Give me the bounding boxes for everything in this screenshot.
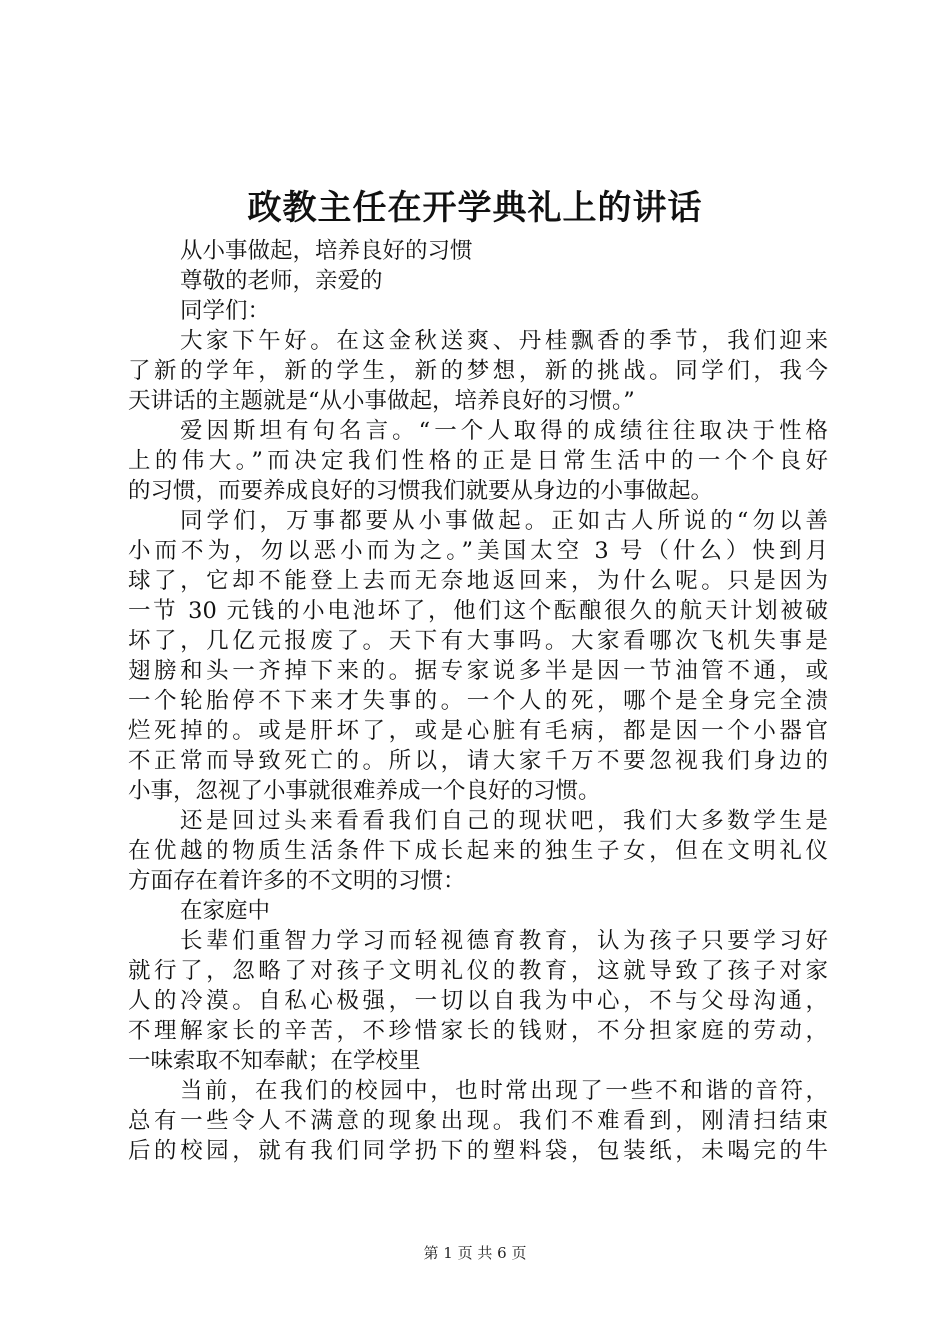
text-line: 一味索取不知奉献；在学校里: [128, 1048, 421, 1074]
text-line: 不理解家长的辛苦，不珍惜家长的钱财，不分担家庭的劳动，: [128, 1018, 828, 1044]
text-line: 天讲话的主题就是“从小事做起，培养良好的习惯。”: [128, 388, 635, 414]
text-line: 尊敬的老师，亲爱的: [180, 268, 383, 294]
text-line: 人的冷漠。自私心极强，一切以自我为中心，不与父母沟通，: [128, 988, 828, 1014]
text-line: 上的伟大。”而决定我们性格的正是日常生活中的一个个良好: [128, 448, 828, 474]
text-line: 从小事做起，培养良好的习惯: [180, 238, 473, 264]
text-line: 了新的学年，新的学生，新的梦想，新的挑战。同学们，我今: [128, 358, 828, 384]
document-title: 政教主任在开学典礼上的讲话: [247, 188, 703, 228]
text-line: 同学们，万事都要从小事做起。正如古人所说的“勿以善: [180, 508, 828, 534]
text-line: 小事，忽视了小事就很难养成一个良好的习惯。: [128, 778, 601, 804]
text-line: 小而不为，勿以恶小而为之。”美国太空 3 号（什么）快到月: [128, 538, 828, 564]
text-line: 方面存在着许多的不文明的习惯：: [128, 868, 466, 894]
text-line: 在家庭中: [180, 898, 271, 924]
document-body: [128, 236, 828, 1166]
text-line: 当前，在我们的校园中，也时常出现了一些不和谐的音符，: [180, 1078, 828, 1104]
text-line: 爱因斯坦有句名言。“一个人取得的成绩往往取决于性格: [180, 418, 828, 444]
text-line: 同学们：: [180, 298, 271, 324]
text-line: 后的校园，就有我们同学扔下的塑料袋，包装纸，未喝完的牛: [128, 1138, 828, 1164]
text-line: 烂死掉的。或是肝坏了，或是心脏有毛病，都是因一个小器官: [128, 718, 828, 744]
text-line: 一个轮胎停不下来才失事的。一个人的死，哪个是全身完全溃: [128, 688, 828, 714]
text-line: 在优越的物质生活条件下成长起来的独生子女，但在文明礼仪: [128, 838, 828, 864]
page-footer: 第 1 页 共 6 页: [423, 1244, 527, 1262]
text-line: 不正常而导致死亡的。所以，请大家千万不要忽视我们身边的: [128, 748, 828, 774]
text-line: 一节 30 元钱的小电池坏了，他们这个酝酿很久的航天计划被破: [128, 598, 828, 624]
text-line: 球了，它却不能登上去而无奈地返回来，为什么呢。只是因为: [128, 568, 828, 594]
text-line: 大家下午好。在这金秋送爽、丹桂飘香的季节，我们迎来: [180, 328, 828, 354]
text-line: 总有一些令人不满意的现象出现。我们不难看到，刚清扫结束: [128, 1108, 828, 1134]
text-line: 的习惯，而要养成良好的习惯我们就要从身边的小事做起。: [128, 478, 714, 504]
text-line: 坏了，几亿元报废了。天下有大事吗。大家看哪次飞机失事是: [128, 628, 828, 654]
text-line: 长辈们重智力学习而轻视德育教育，认为孩子只要学习好: [180, 928, 828, 954]
text-line: 还是回过头来看看我们自己的现状吧，我们大多数学生是: [180, 808, 828, 834]
text-line: 就行了，忽略了对孩子文明礼仪的教育，这就导致了孩子对家: [128, 958, 828, 984]
text-line: 翅膀和头一齐掉下来的。据专家说多半是因一节油管不通，或: [128, 658, 828, 684]
